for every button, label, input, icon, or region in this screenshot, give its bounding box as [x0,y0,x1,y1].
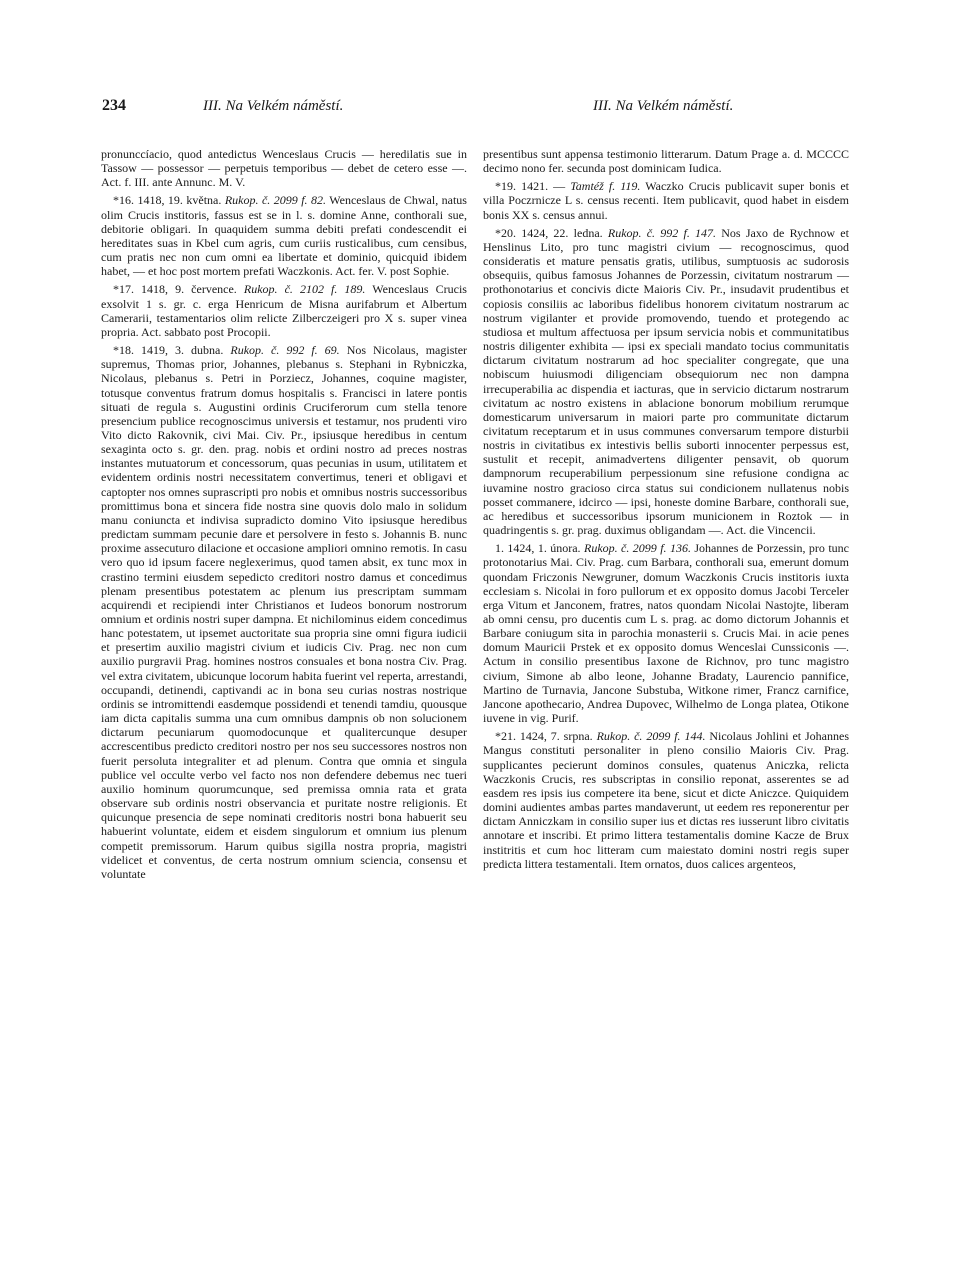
entry-text: Nicolaus Johlini et Johannes Mangus constituti personaliter in pleno consilio Maioris Civ. Prag. supplicantes pecierunt dominos consules, quatenus Aniczka, relicta Waczkonis Crucis, res subscriptas in consilio reponat, asserentes se ad easdem res ipsis ius competere ita bene, sicut et dicte Aniczce. Quiquidem domini audientes ambas partes mandaverunt, ut eedem res reponerentur per dictam Anniczkam in consilio super ius et dictas res iusserunt libro civitatis annotare et inscribi. Et primo littera testamentalis domine Kacze de Brux institritis et cum hoc litteram cum maiestato domini nostri regis super predicta littera testamentali. Item ornatos, duos calices argenteos, [483,729,849,871]
paragraph [483,147,849,175]
entry-date: *21. 1424, 7. srpna. [495,729,593,744]
paragraph-text: presentibus sunt appensa testimonio litterarum. Datum Prage a. d. MCCCC decimo nono fer. secunda post dominicam Iudica. [483,147,849,176]
entry-text: Wenceslaus Crucis exsolvit 1 s. gr. c. erga Henricum de Misna aurifabrum et Albertum Camerarii, testamentarios olim relicte Zilberczeigeri pro X s. super vinea propria. Act. sabbato post Procopii. [101,282,467,339]
entry-text: Nos Nicolaus, magister supremus, Thomas prior, Johannes, plebanus s. Stephani in Rybniczka, Nicolaus, plebanus s. Petri in Porziecz, Johannes, coquine magister, totusque conventus fratrum domus hospitalis s. Francisci in latere pontis situati de regula s. Augustini ordinis Cruciferorum cum stella tenore presencium publice recognoscimus universis et testamur, nos prudenti viro Vito dicto Rakovnik, civi Mai. Civ. Pr., ipsiusque heredibus in centum sexaginta octo s. gr. den. prag. nobis et ordini nostro ad preces nostras instantes mutuatorum et concessorum, quas pecunias in usum, utilitatem et evidentem ordinis nostri necessitatem convertimus, teneri et obligavi et captopter nos omnes suprascripti pro nobis et omnibus nostris successoribus promittimus bona et sincera fide nostra sine quovis dolo malo in solidum manu coniuncta et indivisa supradicto domino Vito ipsiusque heredibus predictam summam pecunie dare et persolvere in festo s. Johannis B. nunc proxime assecuturo dilacione et occasione ampliori omnino remotis. In casu vero quo id ipsum facere neglexerimus, quod tamen absit, ex tunc mox in crastino termini eiusdem sepedicto creditori nostro damus et concedimus plenam presentibus potestatem ac plenum ius prescriptam summam acquirendi et recipiendi inter Christianos et Iudeos bonorum nostrorum omnium et ordinis nostri super dampna. Et nichilominus eidem concedimus hanc potestatem, ut ipsemet auctoritate sua propria sine omni figura iudicii et presertim auxilio magistri civium et iudicis Civ. Prag. nec non cum auxilio purgravii Prag. homines nostros consuales et bona nostra Civ. Prag. vel extra civitatem, ubicunque locorum habita fuerint vel reperta, arrestandi, occupandi, detinendi, captivandi ac in bona seu curias nostras nostrique ordinis se intromittendi easdemque possidendi et tenendi tamdiu, quousque iam dicta capitalis summa una cum omnibus dampnis ob non solucionem dictarum pecuniarum quomodocunque et qualitercunque desuper accrescentibus predicto creditori nostro per nos seu successores nostros non fuerit persoluta integraliter et ad plenum. Contra que omnia et singula publice vel occulte verbo vel facto nos non defendere debemus nec tueri auxilio hominum quorumcunque, sed premissa omnia rata et grata observare sub ordinis nostri observancia et puritate nostre religionis. Et quicunque presencia de sepe nominati creditoris nostri bona habuerit seu habuerint voluntate, eidem et eisdem singulorum et omnium ius plenum competit premissorum. Harum quibus sigilla nostra propria, magistri videlicet et conventus, de certa nostrum omnium sciencia, consensu et voluntate [101,343,468,881]
page-number: 234 [102,97,126,114]
entry-date: *17. 1418, 9. července. [113,282,237,297]
paragraph [101,147,467,189]
running-head-right: III. Na Velkém náměstí. [593,98,734,114]
entry-19 [483,179,849,221]
entry-text: Johannes de Porzessin, pro tunc protonotarius Mai. Civ. Prag. cum Barbara, conthorali sua, emerunt domum quondam Friczonis Newgruner, domum Waczkonis Crucis institoris iuxta ecclesiam s. Nicolai in foro pullorum et ex opposito domus Jacobi Terceler erga Vitum et Janconem, fratres, natos quondam Nicolai Nastojte, liberam ab omni censu, pro ducentis cum L s. prag. ac domo dictorum Johannis et Barbare coniugum sita in parochia monasterii s. Crucis Mai. in acie penes domum Mauricii Prstek et ex opposito domus Wenceslai Cunssiconis —. Actum in consilio presentibus Iaxone de Richnov, pro tunc magistro civium, Simone ab albo leone, Johanne Bradaty, Laurencio pannifice, Martino de Turnavia, Jancone Substuba, Witkone rimer, Francz carnifice, Jancone apothecario, Andrea Dupovec, Wilhelmo de Longa platea, Otikone iuvene in vig. Purif. [483,541,849,726]
entry-text: Wenceslaus de Chwal, natus olim Crucis institoris, fassus est se in l. s. domine Anne, conthorali sue, debitorie obligari. In quaquidem summa debiti prefati condescendit ei hereditates suas in Kbel cum agris, cum curiis rusticalibus, cum censibus, cum pratis nec non cum omni ea libertate et dominio, quicquid ibidem habet, — et hoc post mortem prefati Waczkonis. Act. fer. V. post Sophie. [101,193,467,279]
entry-16 [101,193,467,278]
entry-source: Tamtéž f. 119. [570,179,641,194]
right-column [483,147,849,871]
entry-date: *20. 1424, 22. ledna. [495,225,603,240]
entry-source: Rukop. č. 992 f. 69. [230,343,340,358]
entry-1 [483,541,849,725]
entry-21 [483,729,849,871]
entry-18 [101,343,467,881]
entry-source: Rukop. č. 2099 f. 82. [224,193,327,208]
paragraph-text: pronunccíacio, quod antedictus Wenceslaus Crucis — heredilatis sue in Tassow — possessor — perpetuis temporibus — debet de cetero esse —. Act. f. III. ante Annunc. M. V. [101,147,467,190]
running-head-left: III. Na Velkém náměstí. [203,98,344,114]
entry-source: Rukop. č. 2099 f. 144. [596,729,706,744]
entry-date: *16. 1418, 19. května. [113,193,222,208]
entry-17 [101,282,467,339]
entry-source: Rukop. č. 2099 f. 136. [583,541,691,556]
left-column [101,147,467,881]
entry-date: *18. 1419, 3. dubna. [113,343,224,358]
entry-20 [483,226,849,537]
entry-date: 1. 1424, 1. února. [495,541,581,556]
entry-text: Nos Jaxo de Rychnow et Henslinus Lito, pro tunc magistri civium — recognoscimus, quod consideratis et mature pensatis gratis, utilibus, sumptuosis ac sudorosis obsequiis, quibus famosus Johannes de Porzessin, civitatum nostrarum — prothonotarius et concivis dicte Maioris Civ. Pr., insudavit prudentibus et copiosis consiliis ac laboribus fidelibus honorem civitatum nostrarum ac nostrum vigilanter et provide promovendo, tuendo et protegendo ac studiosa et multum affectuosa per ipsum servicia nobis et communitatibus nostris diligenter exhibita — ipsi ex speciali mandato tocius communitatis dictarum civitatum nostrarum ad hoc specialiter congregate, que una nobiscum huiusmodi diligenciam obsequiorum nec non dampna irrecuperabilia ac dispendia et iacturas, que in servicio dictarum nostrarum civitatum ac nostro existens in ablacione bonorum mobilium rerumque domesticarum universarum in maiori parte pro communitate dictarum civitatum receptarum et in usus communes conversarum tempore disturbii nostris in civitatibus ex intestivis bellis suborti innocenter perpessus est, sustulit et recepit, animadvertens diligenter pensavit, ob quorum dampnorum recuperabilium perpessionum sine refusione condigna ac iuvamine nostro gracioso circa status sui condicionem nullatenus nobis posset commanere, idcirco — ipsi, honeste domine Barbare, conthorali sue, ac heredibus et successoribus ipsorum municionem in Roztok — in quadringentis s. gr. prag. duximus obligandam —. Act. die Vincencii. [483,225,849,538]
entry-date: *19. 1421. — [495,179,566,194]
entry-text: Waczko Crucis publicavit super bonis et villa Poczrnicze L s. census recenti. Item publicavit, quod habet in eisdem bonis XX s. census annui. [483,179,849,222]
entry-source: Rukop. č. 992 f. 147. [607,225,717,240]
entry-source: Rukop. č. 2102 f. 189. [243,282,366,297]
